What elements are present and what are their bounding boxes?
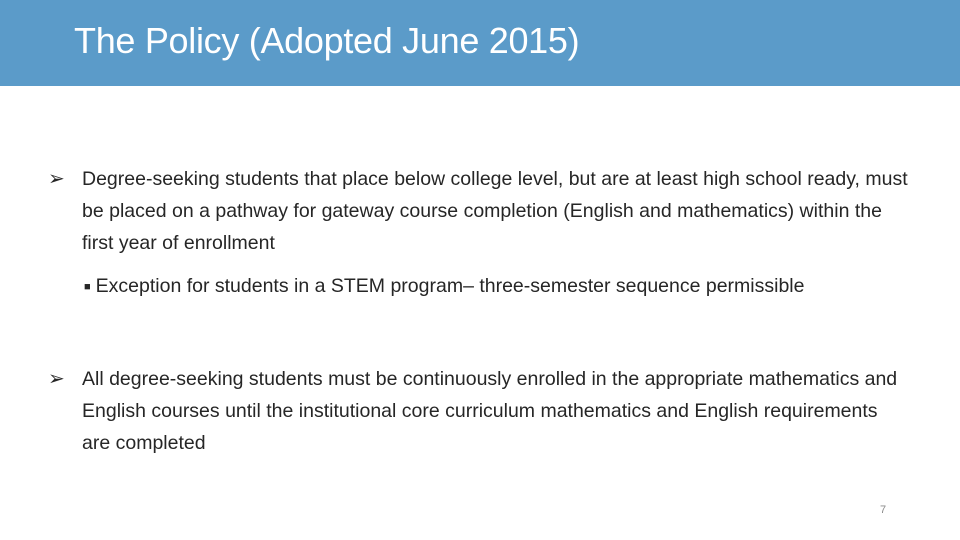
slide-title: The Policy (Adopted June 2015)	[74, 20, 580, 61]
sub-bullet-text-1: Exception for students in a STEM program– three-semester sequence permissible	[95, 275, 805, 297]
title-bar	[0, 0, 960, 86]
square-bullet-icon: ■	[84, 281, 91, 293]
bullet-item-2	[48, 363, 908, 459]
bullet-text-1: Degree-seeking students that place below college level, but are at least high school ready, must be placed on a pathway for gateway course completion (English and mathematics) within the first year of enrollment	[82, 168, 908, 254]
sub-bullet-item-1	[84, 270, 914, 303]
bullet-item-1	[48, 163, 908, 259]
bullet-text-2: All degree-seeking students must be continuously enrolled in the appropriate mathematics and English courses until the institutional core curriculum mathematics and English requirements are completed	[82, 368, 898, 454]
arrow-bullet-icon: ➢	[48, 368, 65, 390]
page-number: 7	[879, 504, 887, 516]
arrow-bullet-icon: ➢	[48, 168, 65, 190]
